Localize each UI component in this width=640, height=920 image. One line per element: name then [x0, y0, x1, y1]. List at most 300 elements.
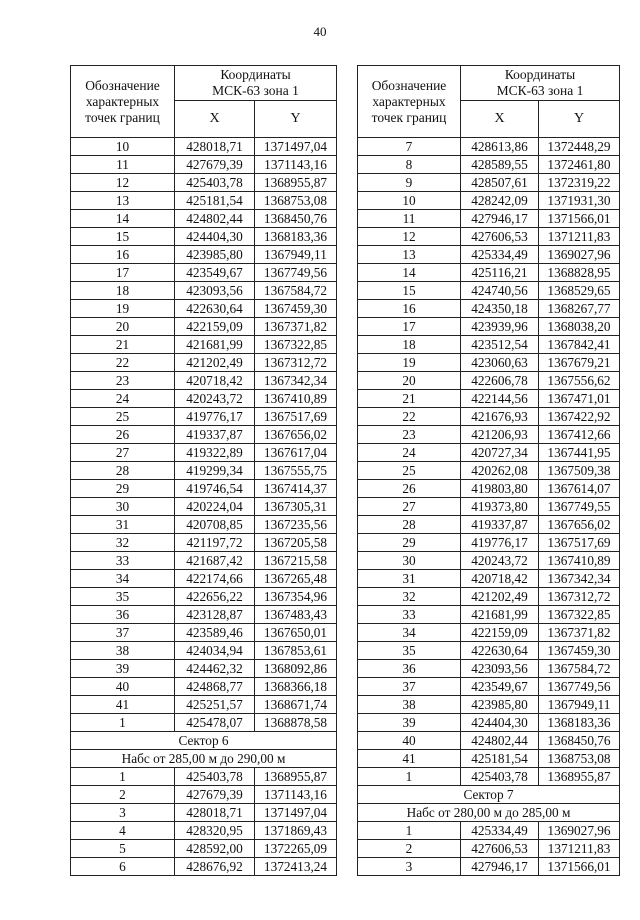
- x-coordinate-cell: 419337,87: [461, 516, 539, 534]
- y-coordinate-cell: 1367414,37: [255, 480, 337, 498]
- coordinates-table-body: [358, 138, 620, 876]
- x-coordinate-cell: 420718,42: [175, 372, 255, 390]
- table-row: [358, 264, 620, 282]
- table-row: [71, 444, 337, 462]
- point-cell: 31: [71, 516, 175, 534]
- x-coordinate-cell: 424462,32: [175, 660, 255, 678]
- x-coordinate-cell: 419776,17: [461, 534, 539, 552]
- point-cell: 40: [358, 732, 461, 750]
- coordinates-table-left: [70, 65, 337, 876]
- section-title-row: [71, 732, 337, 750]
- x-coordinate-cell: 424802,44: [175, 210, 255, 228]
- table-row: [71, 768, 337, 786]
- x-coordinate-cell: 425251,57: [175, 696, 255, 714]
- y-coordinate-cell: 1368450,76: [255, 210, 337, 228]
- x-coordinate-cell: 423589,46: [175, 624, 255, 642]
- table-row: [71, 840, 337, 858]
- x-coordinate-cell: 425181,54: [175, 192, 255, 210]
- coordinates-table-right: [357, 65, 620, 876]
- point-cell: 21: [358, 390, 461, 408]
- y-coordinate-cell: 1368878,58: [255, 714, 337, 732]
- table-row: [358, 822, 620, 840]
- y-coordinate-cell: 1368828,95: [539, 264, 620, 282]
- y-coordinate-cell: 1367509,38: [539, 462, 620, 480]
- table-row: [71, 624, 337, 642]
- table-row: [71, 246, 337, 264]
- point-cell: 15: [358, 282, 461, 300]
- x-coordinate-cell: 428242,09: [461, 192, 539, 210]
- x-coordinate-cell: 422630,64: [175, 300, 255, 318]
- table-row: [71, 354, 337, 372]
- point-cell: 21: [71, 336, 175, 354]
- table-row: [71, 678, 337, 696]
- x-coordinate-cell: 425116,21: [461, 264, 539, 282]
- point-cell: 32: [71, 534, 175, 552]
- table-row: [71, 264, 337, 282]
- y-coordinate-cell: 1367235,56: [255, 516, 337, 534]
- point-cell: 6: [71, 858, 175, 876]
- y-coordinate-cell: 1367617,04: [255, 444, 337, 462]
- y-coordinate-cell: 1368753,08: [539, 750, 620, 768]
- x-coordinate-cell: 419373,80: [461, 498, 539, 516]
- point-cell: 11: [71, 156, 175, 174]
- table-row: [358, 858, 620, 876]
- point-cell: 18: [71, 282, 175, 300]
- table-row: [358, 498, 620, 516]
- point-cell: 38: [71, 642, 175, 660]
- x-coordinate-cell: 423093,56: [175, 282, 255, 300]
- point-cell: 27: [358, 498, 461, 516]
- y-coordinate-cell: 1367459,30: [255, 300, 337, 318]
- point-label-line: точек границ: [85, 109, 160, 125]
- point-cell: 1: [358, 768, 461, 786]
- y-coordinate-cell: 1367265,48: [255, 570, 337, 588]
- x-coordinate-cell: 424868,77: [175, 678, 255, 696]
- point-cell: 23: [358, 426, 461, 444]
- point-label-line: Обозначение: [85, 77, 160, 93]
- y-coordinate-cell: 1367749,56: [539, 678, 620, 696]
- y-coordinate-cell: 1367305,31: [255, 498, 337, 516]
- x-coordinate-cell: 421202,49: [461, 588, 539, 606]
- y-coordinate-cell: 1367483,43: [255, 606, 337, 624]
- x-coordinate-cell: 421687,42: [175, 552, 255, 570]
- y-coordinate-cell: 1371143,16: [255, 156, 337, 174]
- x-coordinate-cell: 420243,72: [175, 390, 255, 408]
- table-row: [71, 570, 337, 588]
- x-coordinate-cell: 425403,78: [175, 768, 255, 786]
- point-cell: 22: [71, 354, 175, 372]
- table-row: [71, 534, 337, 552]
- table-row: [358, 588, 620, 606]
- table-row: [358, 768, 620, 786]
- x-coordinate-cell: 424034,94: [175, 642, 255, 660]
- x-coordinate-cell: 423060,63: [461, 354, 539, 372]
- y-coordinate-cell: 1367205,58: [255, 534, 337, 552]
- table-row: [358, 210, 620, 228]
- table-row: [71, 660, 337, 678]
- y-coordinate-cell: 1372448,29: [539, 138, 620, 156]
- x-coordinate-cell: 421681,99: [175, 336, 255, 354]
- table-row: [358, 642, 620, 660]
- section-title: Сектор 7: [358, 786, 620, 804]
- table-row: [358, 696, 620, 714]
- table-row: [358, 678, 620, 696]
- x-coordinate-cell: 422174,66: [175, 570, 255, 588]
- point-cell: 40: [71, 678, 175, 696]
- y-coordinate-cell: 1372319,22: [539, 174, 620, 192]
- y-coordinate-cell: 1367853,61: [255, 642, 337, 660]
- x-coordinate-cell: 428589,55: [461, 156, 539, 174]
- table-row: [358, 444, 620, 462]
- point-label-line: Обозначение: [371, 77, 447, 93]
- y-coordinate-cell: 1367471,01: [539, 390, 620, 408]
- table-row: [71, 426, 337, 444]
- table-row: [71, 696, 337, 714]
- y-coordinate-cell: 1368092,86: [255, 660, 337, 678]
- x-coordinate-cell: 427606,53: [461, 840, 539, 858]
- x-coordinate-cell: 420708,85: [175, 516, 255, 534]
- y-coordinate-cell: 1368038,20: [539, 318, 620, 336]
- table-row: [71, 588, 337, 606]
- x-coordinate-cell: 421206,93: [461, 426, 539, 444]
- y-coordinate-cell: 1367679,21: [539, 354, 620, 372]
- y-coordinate-cell: 1367517,69: [255, 408, 337, 426]
- point-cell: 41: [358, 750, 461, 768]
- x-coordinate-cell: 424350,18: [461, 300, 539, 318]
- table-row: [358, 156, 620, 174]
- table-row: [71, 174, 337, 192]
- x-coordinate-cell: 422159,09: [461, 624, 539, 642]
- y-coordinate-cell: 1368267,77: [539, 300, 620, 318]
- point-cell: 20: [358, 372, 461, 390]
- point-cell: 12: [71, 174, 175, 192]
- point-cell: 7: [358, 138, 461, 156]
- table-row: [71, 192, 337, 210]
- table-row: [358, 354, 620, 372]
- y-coordinate-cell: 1371143,16: [255, 786, 337, 804]
- table-row: [71, 138, 337, 156]
- y-coordinate-cell: 1367650,01: [255, 624, 337, 642]
- y-coordinate-cell: 1367312,72: [255, 354, 337, 372]
- table-row: [358, 138, 620, 156]
- point-cell: 41: [71, 696, 175, 714]
- table-row: [71, 642, 337, 660]
- table-row: [358, 606, 620, 624]
- point-cell: 29: [358, 534, 461, 552]
- point-cell: 1: [71, 714, 175, 732]
- y-coordinate-cell: 1367949,11: [539, 696, 620, 714]
- x-coordinate-cell: 423549,67: [461, 678, 539, 696]
- point-cell: 3: [71, 804, 175, 822]
- y-coordinate-cell: 1367322,85: [255, 336, 337, 354]
- point-cell: 31: [358, 570, 461, 588]
- x-coordinate-cell: 427679,39: [175, 786, 255, 804]
- x-coordinate-cell: 423549,67: [175, 264, 255, 282]
- y-coordinate-cell: 1367371,82: [255, 318, 337, 336]
- y-coordinate-cell: 1368955,87: [255, 174, 337, 192]
- x-coordinate-cell: 421681,99: [461, 606, 539, 624]
- point-cell: 27: [71, 444, 175, 462]
- table-row: [71, 822, 337, 840]
- point-cell: 19: [71, 300, 175, 318]
- y-coordinate-cell: 1367517,69: [539, 534, 620, 552]
- y-coordinate-cell: 1367422,92: [539, 408, 620, 426]
- x-coordinate-cell: 424404,30: [461, 714, 539, 732]
- point-cell: 37: [358, 678, 461, 696]
- point-cell: 36: [358, 660, 461, 678]
- table-row: [358, 534, 620, 552]
- y-coordinate-cell: 1367322,85: [539, 606, 620, 624]
- section-title-row: [358, 786, 620, 804]
- y-coordinate-cell: 1367749,56: [255, 264, 337, 282]
- table-row: [358, 192, 620, 210]
- table-row: [71, 318, 337, 336]
- table-row: [358, 390, 620, 408]
- point-cell: 29: [71, 480, 175, 498]
- x-coordinate-cell: 419299,34: [175, 462, 255, 480]
- y-coordinate-cell: 1371211,83: [539, 840, 620, 858]
- y-coordinate-cell: 1368183,36: [539, 714, 620, 732]
- x-coordinate-cell: 427606,53: [461, 228, 539, 246]
- table-row: [71, 786, 337, 804]
- x-coordinate-cell: 425334,49: [461, 246, 539, 264]
- point-cell: 26: [71, 426, 175, 444]
- point-cell: 13: [358, 246, 461, 264]
- point-label-line: точек границ: [371, 109, 447, 125]
- point-cell: 39: [358, 714, 461, 732]
- point-cell: 4: [71, 822, 175, 840]
- section-title: Сектор 6: [71, 732, 337, 750]
- coordinates-table-body: [71, 138, 337, 876]
- table-row: [358, 228, 620, 246]
- y-coordinate-cell: 1367215,58: [255, 552, 337, 570]
- point-cell: 1: [71, 768, 175, 786]
- x-coordinate-cell: 425403,78: [175, 174, 255, 192]
- table-row: [358, 552, 620, 570]
- y-coordinate-cell: 1368753,08: [255, 192, 337, 210]
- y-coordinate-cell: 1367354,96: [255, 588, 337, 606]
- point-cell: 5: [71, 840, 175, 858]
- table-row: [358, 516, 620, 534]
- x-coordinate-cell: 419322,89: [175, 444, 255, 462]
- section-subtitle: Набс от 285,00 м до 290,00 м: [71, 750, 337, 768]
- point-cell: 23: [71, 372, 175, 390]
- x-coordinate-cell: 428592,00: [175, 840, 255, 858]
- point-cell: 11: [358, 210, 461, 228]
- point-cell: 28: [71, 462, 175, 480]
- x-column-header: X: [461, 101, 539, 138]
- table-row: [71, 210, 337, 228]
- table-row: [71, 606, 337, 624]
- y-coordinate-cell: 1367371,82: [539, 624, 620, 642]
- point-cell: 24: [71, 390, 175, 408]
- table-row: [358, 300, 620, 318]
- point-cell: 8: [358, 156, 461, 174]
- y-coordinate-cell: 1371497,04: [255, 804, 337, 822]
- point-cell: 38: [358, 696, 461, 714]
- point-cell: 39: [71, 660, 175, 678]
- x-coordinate-cell: 421202,49: [175, 354, 255, 372]
- y-coordinate-cell: 1368183,36: [255, 228, 337, 246]
- table-row: [71, 516, 337, 534]
- table-row: [358, 408, 620, 426]
- point-cell: 2: [71, 786, 175, 804]
- table-row: [71, 336, 337, 354]
- table-row: [358, 750, 620, 768]
- coords-title-line: МСК-63 зона 1: [496, 83, 584, 98]
- y-coordinate-cell: 1367656,02: [539, 516, 620, 534]
- x-coordinate-cell: 422144,56: [461, 390, 539, 408]
- table-row: [71, 282, 337, 300]
- y-coordinate-cell: 1369027,96: [539, 246, 620, 264]
- y-coordinate-cell: 1367556,62: [539, 372, 620, 390]
- x-coordinate-cell: 424740,56: [461, 282, 539, 300]
- y-coordinate-cell: 1367949,11: [255, 246, 337, 264]
- table-row: [71, 480, 337, 498]
- x-coordinate-cell: 427679,39: [175, 156, 255, 174]
- point-cell: 14: [358, 264, 461, 282]
- coords-title-line: МСК-63 зона 1: [212, 83, 299, 98]
- coords-title-line: Координаты: [220, 67, 291, 82]
- table-row: [71, 714, 337, 732]
- point-cell: 2: [358, 840, 461, 858]
- table-row: [358, 462, 620, 480]
- x-coordinate-cell: 419803,80: [461, 480, 539, 498]
- point-cell: 25: [358, 462, 461, 480]
- y-coordinate-cell: 1368955,87: [255, 768, 337, 786]
- x-coordinate-cell: 420718,42: [461, 570, 539, 588]
- point-cell: 26: [358, 480, 461, 498]
- table-row: [71, 858, 337, 876]
- table-row: [358, 732, 620, 750]
- y-coordinate-cell: 1367842,41: [539, 336, 620, 354]
- table-row: [71, 300, 337, 318]
- x-coordinate-cell: 428018,71: [175, 804, 255, 822]
- y-coordinate-cell: 1368955,87: [539, 768, 620, 786]
- x-coordinate-cell: 421676,93: [461, 408, 539, 426]
- table-row: [358, 318, 620, 336]
- point-cell: 28: [358, 516, 461, 534]
- table-row: [71, 390, 337, 408]
- coordinates-header: [461, 66, 620, 101]
- x-coordinate-cell: 422606,78: [461, 372, 539, 390]
- x-coordinate-cell: 427946,17: [461, 858, 539, 876]
- x-coordinate-cell: 424404,30: [175, 228, 255, 246]
- point-cell: 1: [358, 822, 461, 840]
- x-coordinate-cell: 423093,56: [461, 660, 539, 678]
- point-cell: 9: [358, 174, 461, 192]
- y-coordinate-cell: 1367342,34: [255, 372, 337, 390]
- point-cell: 24: [358, 444, 461, 462]
- y-coordinate-cell: 1367656,02: [255, 426, 337, 444]
- y-coordinate-cell: 1367584,72: [539, 660, 620, 678]
- x-coordinate-cell: 419776,17: [175, 408, 255, 426]
- point-cell: 17: [358, 318, 461, 336]
- point-cell: 30: [71, 498, 175, 516]
- y-coordinate-cell: 1372461,80: [539, 156, 620, 174]
- point-cell: 35: [358, 642, 461, 660]
- y-coordinate-cell: 1368366,18: [255, 678, 337, 696]
- table-row: [358, 372, 620, 390]
- y-coordinate-cell: 1372265,09: [255, 840, 337, 858]
- y-coordinate-cell: 1371211,83: [539, 228, 620, 246]
- point-cell: 22: [358, 408, 461, 426]
- x-coordinate-cell: 425478,07: [175, 714, 255, 732]
- point-cell: 34: [71, 570, 175, 588]
- section-subtitle: Набс от 280,00 м до 285,00 м: [358, 804, 620, 822]
- x-coordinate-cell: 420243,72: [461, 552, 539, 570]
- point-cell: 20: [71, 318, 175, 336]
- x-coordinate-cell: 427946,17: [461, 210, 539, 228]
- x-coordinate-cell: 420262,08: [461, 462, 539, 480]
- y-coordinate-cell: 1368671,74: [255, 696, 337, 714]
- section-subtitle-row: [358, 804, 620, 822]
- x-coordinate-cell: 425181,54: [461, 750, 539, 768]
- table-row: [358, 840, 620, 858]
- point-cell: 32: [358, 588, 461, 606]
- section-subtitle-row: [71, 750, 337, 768]
- x-coordinate-cell: 419337,87: [175, 426, 255, 444]
- y-coordinate-cell: 1367614,07: [539, 480, 620, 498]
- point-cell: 16: [71, 246, 175, 264]
- point-cell: 15: [71, 228, 175, 246]
- x-coordinate-cell: 423985,80: [175, 246, 255, 264]
- x-coordinate-cell: 428676,92: [175, 858, 255, 876]
- table-row: [71, 228, 337, 246]
- x-coordinate-cell: 423985,80: [461, 696, 539, 714]
- y-coordinate-cell: 1371497,04: [255, 138, 337, 156]
- x-coordinate-cell: 422630,64: [461, 642, 539, 660]
- table-row: [71, 498, 337, 516]
- point-cell: 25: [71, 408, 175, 426]
- table-row: [358, 426, 620, 444]
- x-coordinate-cell: 425334,49: [461, 822, 539, 840]
- table-row: [358, 282, 620, 300]
- table-row: [358, 480, 620, 498]
- table-row: [358, 660, 620, 678]
- y-coordinate-cell: 1367459,30: [539, 642, 620, 660]
- y-column-header: Y: [255, 101, 337, 138]
- point-cell: 19: [358, 354, 461, 372]
- y-coordinate-cell: 1372413,24: [255, 858, 337, 876]
- x-coordinate-cell: 428507,61: [461, 174, 539, 192]
- y-coordinate-cell: 1371566,01: [539, 210, 620, 228]
- point-cell: 13: [71, 192, 175, 210]
- table-row: [358, 174, 620, 192]
- y-coordinate-cell: 1367412,66: [539, 426, 620, 444]
- x-coordinate-cell: 422656,22: [175, 588, 255, 606]
- x-coordinate-cell: 428018,71: [175, 138, 255, 156]
- point-cell: 33: [358, 606, 461, 624]
- x-coordinate-cell: 425403,78: [461, 768, 539, 786]
- table-row: [358, 246, 620, 264]
- y-coordinate-cell: 1367584,72: [255, 282, 337, 300]
- table-row: [71, 156, 337, 174]
- page-number: 40: [313, 24, 327, 39]
- x-column-header: X: [175, 101, 255, 138]
- table-row: [71, 372, 337, 390]
- coords-title-line: Координаты: [504, 67, 576, 82]
- point-cell: 35: [71, 588, 175, 606]
- point-cell: 12: [358, 228, 461, 246]
- x-coordinate-cell: 419746,54: [175, 480, 255, 498]
- point-cell: 10: [71, 138, 175, 156]
- point-designation-header: [71, 66, 175, 138]
- point-cell: 16: [358, 300, 461, 318]
- point-cell: 30: [358, 552, 461, 570]
- table-row: [358, 624, 620, 642]
- y-coordinate-cell: 1371566,01: [539, 858, 620, 876]
